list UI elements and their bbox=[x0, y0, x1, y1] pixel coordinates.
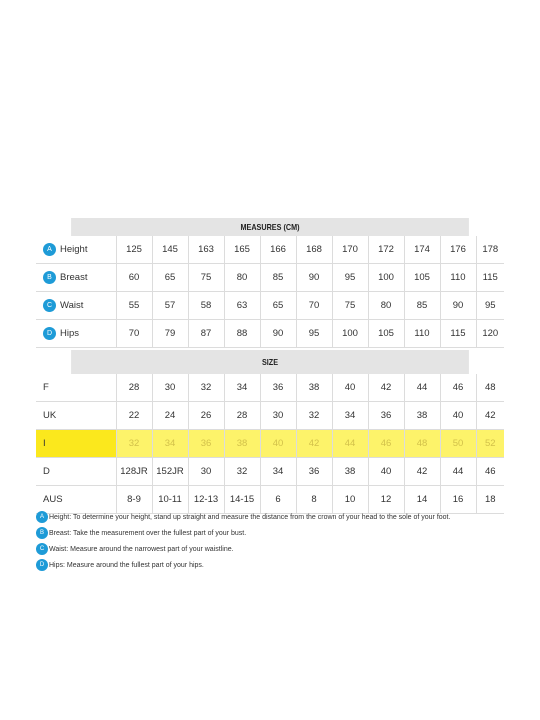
cell: 60 bbox=[116, 264, 152, 292]
cell: 32 bbox=[224, 458, 260, 486]
cell: 40 bbox=[368, 458, 404, 486]
cell: 12 bbox=[368, 486, 404, 514]
cell: 40 bbox=[260, 430, 296, 458]
cell: 87 bbox=[188, 320, 224, 348]
cell: 176 bbox=[440, 236, 476, 264]
badge-a-icon: A bbox=[36, 511, 48, 523]
cell: 80 bbox=[368, 292, 404, 320]
cell: 36 bbox=[188, 430, 224, 458]
cell: 100 bbox=[332, 320, 368, 348]
cell: 90 bbox=[296, 264, 332, 292]
cell: 48 bbox=[476, 374, 504, 402]
cell: 44 bbox=[332, 430, 368, 458]
measures-row-hips bbox=[36, 320, 504, 348]
note-text: Height: To determine your height, stand up straight and measure the distance from the crown of your head to the sole of your foot. bbox=[49, 514, 451, 521]
row-label: UK bbox=[36, 402, 116, 430]
note-text: Waist: Measure around the narrowest part of your waistline. bbox=[49, 546, 234, 553]
cell: 32 bbox=[296, 402, 332, 430]
cell: 22 bbox=[116, 402, 152, 430]
cell: 8 bbox=[296, 486, 332, 514]
cell: 44 bbox=[440, 458, 476, 486]
cell: 50 bbox=[440, 430, 476, 458]
cell: 18 bbox=[476, 486, 504, 514]
cell: 46 bbox=[368, 430, 404, 458]
row-label bbox=[36, 292, 116, 320]
cell: 10-11 bbox=[152, 486, 188, 514]
cell: 110 bbox=[404, 320, 440, 348]
row-label bbox=[36, 236, 116, 264]
cell: 42 bbox=[476, 402, 504, 430]
cell: 34 bbox=[152, 430, 188, 458]
cell: 48 bbox=[404, 430, 440, 458]
cell: 75 bbox=[332, 292, 368, 320]
label-hips: Hips bbox=[60, 328, 80, 340]
cell: 115 bbox=[476, 264, 504, 292]
cell: 57 bbox=[152, 292, 188, 320]
cell: 105 bbox=[368, 320, 404, 348]
cell: 70 bbox=[116, 320, 152, 348]
cell: 145 bbox=[152, 236, 188, 264]
cell: 65 bbox=[260, 292, 296, 320]
cell: 30 bbox=[188, 458, 224, 486]
cell: 95 bbox=[476, 292, 504, 320]
cell: 46 bbox=[476, 458, 504, 486]
cell: 168 bbox=[296, 236, 332, 264]
note-text: Breast: Take the measurement over the fullest part of your bust. bbox=[49, 530, 247, 537]
cell: 85 bbox=[260, 264, 296, 292]
cell: 128JR bbox=[116, 458, 152, 486]
cell: 40 bbox=[440, 402, 476, 430]
label-waist: Waist bbox=[60, 300, 84, 312]
cell: 75 bbox=[188, 264, 224, 292]
cell: 85 bbox=[404, 292, 440, 320]
cell: 34 bbox=[224, 374, 260, 402]
measures-row-breast bbox=[36, 264, 504, 292]
measurement-notes bbox=[36, 511, 506, 575]
cell: 46 bbox=[440, 374, 476, 402]
cell: 42 bbox=[368, 374, 404, 402]
cell: 80 bbox=[224, 264, 260, 292]
cell: 12-13 bbox=[188, 486, 224, 514]
cell: 95 bbox=[332, 264, 368, 292]
row-label: AUS bbox=[36, 486, 116, 514]
badge-d-icon: D bbox=[36, 559, 48, 571]
note-text: Hips: Measure around the fullest part of your hips. bbox=[49, 562, 204, 569]
cell: 40 bbox=[332, 374, 368, 402]
note-breast bbox=[36, 527, 506, 543]
size-header: SIZE bbox=[71, 350, 469, 374]
note-height bbox=[36, 511, 506, 527]
cell: 125 bbox=[116, 236, 152, 264]
measures-header: MEASURES (CM) bbox=[71, 218, 469, 236]
cell: 70 bbox=[296, 292, 332, 320]
row-label bbox=[36, 264, 116, 292]
badge-b-icon: B bbox=[36, 527, 48, 539]
note-hips bbox=[36, 559, 506, 575]
cell: 38 bbox=[404, 402, 440, 430]
cell: 110 bbox=[440, 264, 476, 292]
cell: 32 bbox=[188, 374, 224, 402]
cell: 38 bbox=[296, 374, 332, 402]
size-row-d bbox=[36, 458, 504, 486]
measures-row-height bbox=[36, 236, 504, 264]
cell: 163 bbox=[188, 236, 224, 264]
label-breast: Breast bbox=[60, 272, 88, 284]
cell: 10 bbox=[332, 486, 368, 514]
cell: 95 bbox=[296, 320, 332, 348]
cell: 90 bbox=[440, 292, 476, 320]
row-label: D bbox=[36, 458, 116, 486]
measures-row-waist bbox=[36, 292, 504, 320]
cell: 42 bbox=[296, 430, 332, 458]
cell: 44 bbox=[404, 374, 440, 402]
cell: 8-9 bbox=[116, 486, 152, 514]
cell: 36 bbox=[296, 458, 332, 486]
cell: 152JR bbox=[152, 458, 188, 486]
cell: 6 bbox=[260, 486, 296, 514]
cell: 79 bbox=[152, 320, 188, 348]
badge-c-icon: C bbox=[36, 543, 48, 555]
size-table bbox=[36, 374, 504, 514]
cell: 55 bbox=[116, 292, 152, 320]
cell: 30 bbox=[260, 402, 296, 430]
cell: 36 bbox=[368, 402, 404, 430]
badge-c-icon: C bbox=[43, 299, 56, 312]
cell: 105 bbox=[404, 264, 440, 292]
row-label: F bbox=[36, 374, 116, 402]
cell: 58 bbox=[188, 292, 224, 320]
cell: 172 bbox=[368, 236, 404, 264]
row-label-highlighted: I bbox=[36, 430, 116, 458]
cell: 36 bbox=[260, 374, 296, 402]
cell: 16 bbox=[440, 486, 476, 514]
cell: 115 bbox=[440, 320, 476, 348]
cell: 52 bbox=[476, 430, 504, 458]
cell: 174 bbox=[404, 236, 440, 264]
cell: 63 bbox=[224, 292, 260, 320]
badge-b-icon: B bbox=[43, 271, 56, 284]
cell: 38 bbox=[332, 458, 368, 486]
cell: 38 bbox=[224, 430, 260, 458]
cell: 28 bbox=[224, 402, 260, 430]
cell: 26 bbox=[188, 402, 224, 430]
cell: 14-15 bbox=[224, 486, 260, 514]
size-row-f bbox=[36, 374, 504, 402]
cell: 90 bbox=[260, 320, 296, 348]
row-label bbox=[36, 320, 116, 348]
cell: 34 bbox=[260, 458, 296, 486]
cell: 178 bbox=[476, 236, 504, 264]
cell: 24 bbox=[152, 402, 188, 430]
cell: 32 bbox=[116, 430, 152, 458]
cell: 42 bbox=[404, 458, 440, 486]
size-chart bbox=[36, 218, 504, 514]
label-height: Height bbox=[60, 244, 88, 256]
measures-table bbox=[36, 236, 504, 348]
size-row-uk bbox=[36, 402, 504, 430]
cell: 165 bbox=[224, 236, 260, 264]
badge-a-icon: A bbox=[43, 243, 56, 256]
badge-d-icon: D bbox=[43, 327, 56, 340]
cell: 170 bbox=[332, 236, 368, 264]
cell: 30 bbox=[152, 374, 188, 402]
size-row-i bbox=[36, 430, 504, 458]
cell: 28 bbox=[116, 374, 152, 402]
cell: 14 bbox=[404, 486, 440, 514]
cell: 166 bbox=[260, 236, 296, 264]
cell: 65 bbox=[152, 264, 188, 292]
note-waist bbox=[36, 543, 506, 559]
cell: 100 bbox=[368, 264, 404, 292]
cell: 88 bbox=[224, 320, 260, 348]
cell: 34 bbox=[332, 402, 368, 430]
cell: 120 bbox=[476, 320, 504, 348]
size-row-aus bbox=[36, 486, 504, 514]
